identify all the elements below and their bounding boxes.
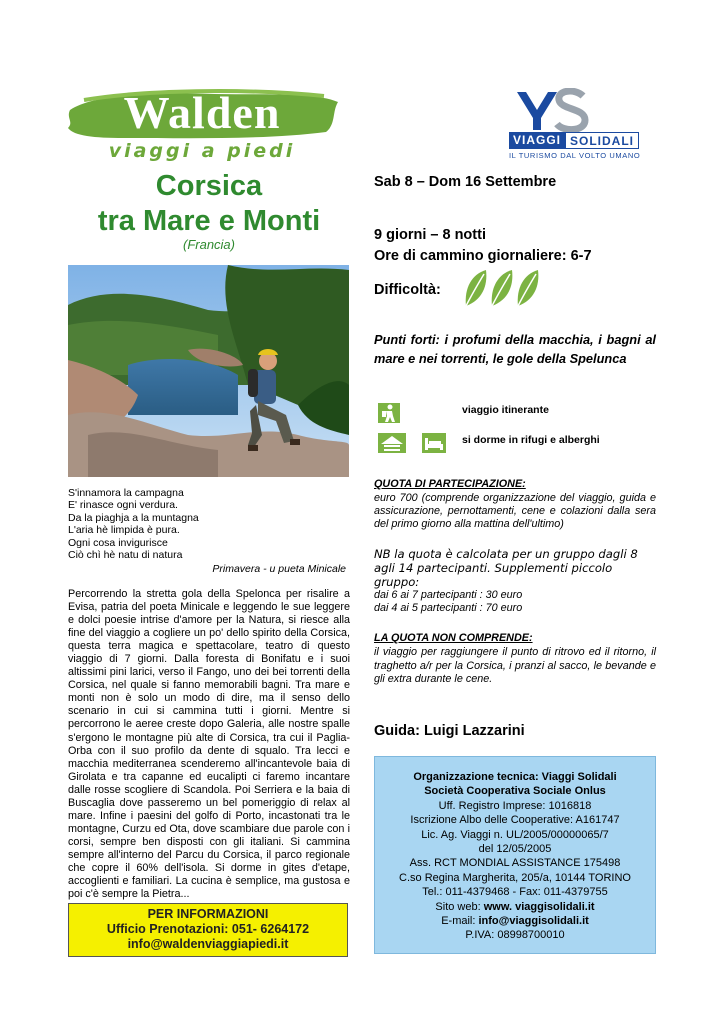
poem-line: Ciò chì hè natu di natura bbox=[68, 549, 183, 562]
org-line: Iscrizione Albo delle Cooperative: A161747 bbox=[410, 814, 620, 827]
not-included-details: il viaggio per raggiungere il punto di ritrovo ed il ritorno, il traghetto a/r per la Corsica, i pranzi al sacco, le bevande e gli extra durante le cene. bbox=[374, 646, 656, 686]
email-label: E-mail: bbox=[441, 915, 479, 928]
poem-line: E' rinasce ogni verdura. bbox=[68, 499, 178, 512]
leaf-icon bbox=[518, 270, 539, 306]
quota-heading: QUOTA DI PARTECIPAZIONE: bbox=[374, 478, 526, 490]
quota-note: NB la quota è calcolata per un gruppo dagli 8 agli 14 partecipanti. Supplementi piccolo gruppo: bbox=[374, 547, 638, 589]
hiker-photo bbox=[68, 265, 349, 477]
not-included-heading: LA QUOTA NON COMPRENDE: bbox=[374, 632, 533, 644]
poem-line: Da la piaghja a la muntagna bbox=[68, 511, 199, 524]
hiker-icon bbox=[378, 403, 400, 423]
hut-icon bbox=[378, 433, 406, 453]
walden-logo bbox=[64, 82, 344, 168]
leaf-icon bbox=[466, 270, 487, 306]
poem-line: L'aria hè limpida è pura. bbox=[68, 524, 180, 537]
difficulty-leaves bbox=[462, 268, 542, 308]
org-line: Tel.: 011-4379468 - Fax: 011-4379755 bbox=[422, 886, 608, 899]
organization-box bbox=[374, 756, 656, 954]
trip-duration bbox=[374, 225, 656, 267]
vs-wordmark bbox=[509, 132, 653, 149]
web-label: Sito web: bbox=[435, 900, 484, 913]
walking-hours: Ore di cammino giornaliere: 6-7 bbox=[374, 248, 592, 264]
trip-description: Percorrendo la stretta gola della Spelonca per risalire a Evisa, patria del poeta Minicale e leggendo le sue leggere e dolci poesie intrise d'amore per la Natura, si riesce alla fine del viaggio a cogliere un po' dello spirito della Corsica, questa terra magica e spettacolare, teatro di questo viaggio di 7 giorni. Dalla foresta di Bonifatu e i suoi altissimi pini larici, verso il Fango, uno dei bei torrenti della Corsica, nel quale si fanno memorabili bagni. Tra mare e monti non è solo un modo di dire, ma il senso dello scenario in cui si cammina tutti i giorni. Mentre si percorrono le aeree creste dopo Galeria, alle nostre spalle s'ergono le montagne più alte di Corsica, tra cui il Paglia-Orba con il suo profilo da dente di squalo. Tra lecci e macchia mediterranea scenderemo all'incantevole baia di Girolata e tra capanne ed eucalipti ci faremo incantare dalle rosse scogliere di Scandola. Poi Serriera e la baia di Buscaglia dove passeremo un bel pomeriggio di relax al mare. Infine i paesini del golfo di Porto, incastonati tra le montagne, Curzu ed Ota, dove scambiare due parole con i corsi, sempre ben disposti con gli italiani. Si cammina sempre all'interno del Parcu du Corsica, il parco regionale che copre il 60% dell'isola. Si dorme in gites d'etape, accoglienti e familiari. La cucina è semplice, ma gustosa e poi c'è sempre la Pietra... bbox=[68, 588, 350, 901]
bed-icon bbox=[422, 433, 446, 453]
org-vat: P.IVA: 08998700010 bbox=[465, 929, 565, 942]
supplement-line: dai 6 ai 7 partecipanti : 30 euro bbox=[374, 589, 523, 601]
vs-monogram-icon bbox=[513, 88, 595, 132]
poem bbox=[68, 487, 350, 561]
org-line: Organizzazione tecnica: Viaggi Solidali bbox=[413, 771, 617, 783]
quota-details: euro 700 (comprende organizzazione del viaggio, guida e assicurazione, pernottamenti, cene e colazioni dalla sera del primo giorno alla mattina dell'ultimo) bbox=[374, 492, 656, 530]
org-line: C.so Regina Margherita, 205/a, 10144 TORINO bbox=[399, 871, 631, 884]
org-email bbox=[375, 914, 655, 928]
poem-line: S'innamora la campagna bbox=[68, 487, 184, 499]
icon-label-itinerant: viaggio itinerante bbox=[462, 404, 549, 416]
trip-highlights: Punti forti: i profumi della macchia, i bagni al mare e nei torrenti, le gole della Spelunca bbox=[374, 332, 656, 366]
supplement-line: dai 4 ai 5 partecipanti : 70 euro bbox=[374, 602, 523, 614]
org-line: Uff. Registro Imprese: 1016818 bbox=[438, 799, 592, 812]
poem-line: Ogni cosa invigurisce bbox=[68, 536, 168, 549]
icon-label-accommodation: si dorme in rifugi e alberghi bbox=[462, 434, 600, 446]
vs-word-solidali: SOLIDALI bbox=[565, 132, 639, 149]
org-line: Lic. Ag. Viaggi n. UL/2005/00000065/7 bbox=[421, 828, 609, 841]
org-line: del 12/05/2005 bbox=[478, 843, 552, 856]
booking-email-link[interactable]: info@waldenviaggiapiedi.it bbox=[127, 937, 289, 951]
walden-tagline: viaggi a piedi bbox=[108, 140, 296, 162]
trip-dates: Sab 8 – Dom 16 Settembre bbox=[374, 174, 557, 190]
vs-word-viaggi: VIAGGI bbox=[509, 132, 565, 149]
walden-wordmark: Walden bbox=[123, 87, 281, 138]
page-title-line1: Corsica bbox=[155, 170, 263, 202]
org-line: Ass. RCT MONDIAL ASSISTANCE 175498 bbox=[409, 857, 621, 870]
difficulty-label: Difficoltà: bbox=[374, 282, 441, 298]
info-heading: PER INFORMAZIONI bbox=[147, 907, 269, 921]
poem-citation: Primavera - u pueta Minicale bbox=[212, 563, 346, 575]
vs-tagline: IL TURISMO DAL VOLTO UMANO bbox=[509, 151, 641, 160]
viaggi-solidali-logo bbox=[505, 88, 655, 164]
quota-supplements bbox=[374, 589, 656, 615]
country-subtitle: (Francia) bbox=[182, 237, 235, 252]
booking-phone: Ufficio Prenotazioni: 051- 6264172 bbox=[106, 922, 310, 936]
email-link[interactable]: info@viaggisolidali.it bbox=[478, 915, 589, 928]
leaf-icon bbox=[492, 270, 513, 306]
page-title-line2: tra Mare e Monti bbox=[97, 205, 321, 237]
website-link[interactable]: www. viaggisolidali.it bbox=[483, 900, 595, 913]
org-line: Società Cooperativa Sociale Onlus bbox=[424, 785, 606, 798]
booking-info-box bbox=[68, 903, 348, 957]
guide-name: Guida: Luigi Lazzarini bbox=[374, 723, 525, 739]
org-website bbox=[375, 900, 655, 914]
duration-text: 9 giorni – 8 notti bbox=[374, 227, 486, 243]
